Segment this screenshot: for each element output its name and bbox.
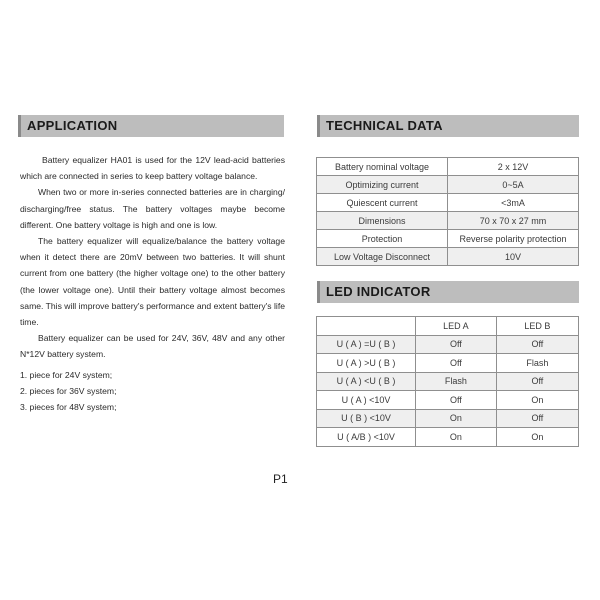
led-a-cell: On	[416, 409, 497, 428]
spec-label: Dimensions	[317, 212, 448, 230]
table-row	[317, 409, 579, 428]
condition-cell: U ( A ) <U ( B )	[317, 372, 416, 391]
list-item: 2. pieces for 36V system;	[20, 385, 117, 396]
led-b-cell: On	[496, 391, 578, 410]
application-body	[20, 152, 285, 415]
led-indicator-heading: LED INDICATOR	[317, 281, 579, 303]
spec-label: Optimizing current	[317, 176, 448, 194]
technical-data-table	[316, 157, 579, 266]
spec-label: Protection	[317, 230, 448, 248]
table-row	[317, 158, 579, 176]
spec-value: 70 x 70 x 27 mm	[448, 212, 579, 230]
led-a-cell: Off	[416, 335, 497, 354]
column-header	[317, 317, 416, 336]
spec-label: Quiescent current	[317, 194, 448, 212]
led-a-cell: On	[416, 428, 497, 447]
table-row	[317, 391, 579, 410]
table-row	[317, 230, 579, 248]
application-paragraph: When two or more in-series connected batteries are in charging/ discharging/free status. The battery voltages maybe become different. One battery voltage is high and one is low.	[20, 187, 285, 230]
technical-data-heading: TECHNICAL DATA	[317, 115, 579, 137]
led-b-cell: Flash	[496, 354, 578, 373]
table-row	[317, 194, 579, 212]
spec-value: <3mA	[448, 194, 579, 212]
led-b-cell: Off	[496, 409, 578, 428]
condition-cell: U ( B ) <10V	[317, 409, 416, 428]
table-row	[317, 428, 579, 447]
system-list	[20, 367, 285, 416]
list-item: 1. piece for 24V system;	[20, 369, 113, 380]
led-b-cell: Off	[496, 372, 578, 391]
condition-cell: U ( A/B ) <10V	[317, 428, 416, 447]
condition-cell: U ( A ) >U ( B )	[317, 354, 416, 373]
application-paragraph: Battery equalizer HA01 is used for the 12V lead-acid batteries which are connected in series to keep battery voltage balance.	[20, 155, 285, 182]
spec-value: 10V	[448, 248, 579, 266]
table-row	[317, 248, 579, 266]
led-a-cell: Off	[416, 391, 497, 410]
led-indicator-table	[316, 316, 579, 447]
list-item: 3. pieces for 48V system;	[20, 402, 117, 413]
column-header: LED A	[416, 317, 497, 336]
table-row	[317, 335, 579, 354]
led-a-cell: Off	[416, 354, 497, 373]
led-a-cell: Flash	[416, 372, 497, 391]
table-row	[317, 212, 579, 230]
spec-value: 2 x 12V	[448, 158, 579, 176]
spec-label: Battery nominal voltage	[317, 158, 448, 176]
application-heading: APPLICATION	[18, 115, 284, 137]
spec-value: 0~5A	[448, 176, 579, 194]
table-header-row	[317, 317, 579, 336]
condition-cell: U ( A ) <10V	[317, 391, 416, 410]
spec-value: Reverse polarity protection	[448, 230, 579, 248]
led-b-cell: Off	[496, 335, 578, 354]
table-row	[317, 354, 579, 373]
table-row	[317, 176, 579, 194]
application-paragraph: Battery equalizer can be used for 24V, 36V, 48V and any other N*12V battery system.	[20, 333, 285, 360]
led-b-cell: On	[496, 428, 578, 447]
page-number: P1	[273, 472, 288, 486]
application-paragraph: The battery equalizer will equalize/balance the battery voltage when it detect there are 20mV between two batteries. It will shunt current from one battery (the higher voltage one) to the other battery (the lower voltage one). Until their battery voltage almost becomes same. This will improve battery's performance and extent battery's life time.	[20, 236, 285, 328]
spec-label: Low Voltage Disconnect	[317, 248, 448, 266]
condition-cell: U ( A ) =U ( B )	[317, 335, 416, 354]
table-row	[317, 372, 579, 391]
column-header: LED B	[496, 317, 578, 336]
